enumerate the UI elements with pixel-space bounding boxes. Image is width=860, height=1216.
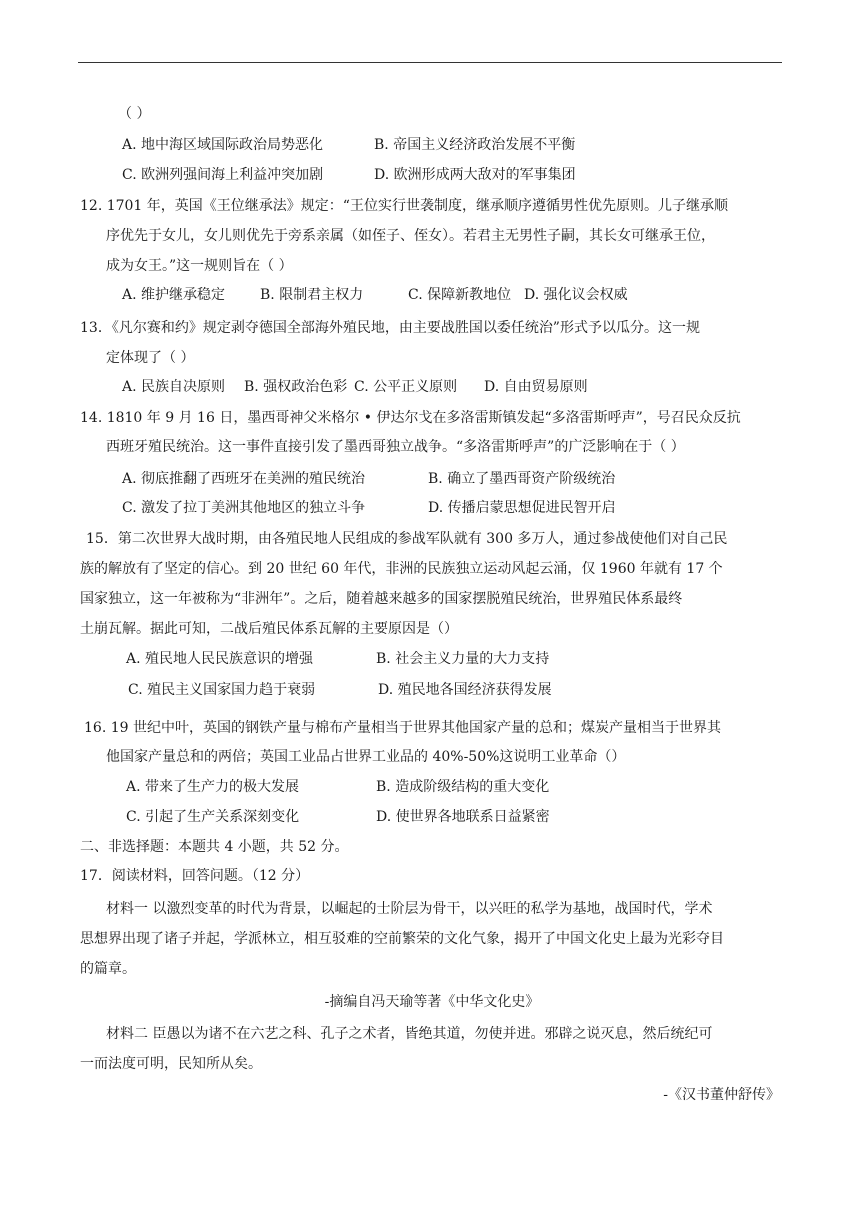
q14-option-a: A. 彻底推翻了西班牙在美洲的殖民统治 xyxy=(122,471,366,487)
q13-option-d: D. 自由贸易原则 xyxy=(484,379,588,395)
q17-material1-source: -摘编自冯天瑜等著《中华文化史》 xyxy=(324,994,540,1010)
q12-stem-line2: 序优先于女儿，女儿则优先于旁系亲属（如侄子、侄女）。若君主无男性子嗣，其长女可继承王位， xyxy=(106,228,715,244)
q11-option-b: B. 帝国主义经济政治发展不平衡 xyxy=(374,137,576,153)
q12-option-a: A. 维护继承稳定 xyxy=(122,287,226,303)
q16-option-b: B. 造成阶级结构的重大变化 xyxy=(376,779,550,795)
q15-option-d: D. 殖民地各国经济获得发展 xyxy=(378,682,552,698)
q16-option-a: A. 带来了生产力的极大发展 xyxy=(126,779,300,795)
q11-option-d: D. 欧洲形成两大敌对的军事集团 xyxy=(374,167,576,183)
q13-option-b: B. 强权政治色彩 xyxy=(244,379,348,395)
q12-option-b: B. 限制君主权力 xyxy=(260,287,364,303)
q16-option-c: C. 引起了生产关系深刻变化 xyxy=(126,809,300,825)
q14-stem-line2: 西班牙殖民统治。这一事件直接引发了墨西哥独立战争。“多洛雷斯呼声”的广泛影响在于（ ） xyxy=(106,439,685,455)
q14-stem-line1: 14. 1810 年 9 月 16 日，墨西哥神父米格尔 • 伊达尔戈在多洛雷斯镇发起“多洛雷斯呼声”，号召民众反抗 xyxy=(80,410,741,426)
q17-material1-line3: 的篇章。 xyxy=(80,961,136,977)
q13-option-a: A. 民族自决原则 xyxy=(122,379,226,395)
q15-stem-line2: 族的解放有了坚定的信心。到 20 世纪 60 年代，非洲的民族独立运动风起云涌，仅 1960 年就有 17 个 xyxy=(80,561,723,577)
q15-option-a: A. 殖民地人民民族意识的增强 xyxy=(126,651,314,667)
q17-material2-line2: 一而法度可明，民知所从矣。 xyxy=(80,1056,262,1072)
q14-option-c: C. 激发了拉丁美洲其他地区的独立斗争 xyxy=(122,500,366,516)
section-heading: 二、非选择题：本题共 4 小题，共 52 分。 xyxy=(80,839,349,855)
q11-answer-paren: （ ） xyxy=(118,106,151,122)
q15-option-c: C. 殖民主义国家国力趋于衰弱 xyxy=(128,682,316,698)
q12-stem-line3: 成为女王。”这一规则旨在（ ） xyxy=(106,258,293,274)
q11-option-a: A. 地中海区域国际政治局势恶化 xyxy=(122,137,324,153)
q13-stem-line1: 13．《凡尔赛和约》规定剥夺德国全部海外殖民地，由主要战胜国以委任统治”形式予以瓜分。这一规 xyxy=(80,320,700,336)
q13-option-c: C. 公平正义原则 xyxy=(354,379,458,395)
q17-title: 17．阅读材料，回答问题。（12 分） xyxy=(80,868,310,884)
q17-material1-line2: 思想界出现了诸子并起，学派林立，相互驳难的空前繁荣的文化气象，揭开了中国文化史上最为光彩夺目 xyxy=(80,931,724,947)
q14-option-d: D. 传播启蒙思想促进民智开启 xyxy=(428,500,616,516)
q17-material1-line1: 材料一 以激烈变革的时代为背景，以崛起的士阶层为骨干，以兴旺的私学为基地，战国时代，学术 xyxy=(106,901,713,917)
q12-stem-line1: 12. 1701 年，英国《王位继承法》规定：“王位实行世袭制度，继承顺序遵循男性优先原则。儿子继承顺 xyxy=(80,198,728,214)
q16-stem-line1: 16. 19 世纪中叶，英国的钢铁产量与棉布产量相当于世界其他国家产量的总和；煤炭产量相当于世界其 xyxy=(84,720,721,736)
q15-stem-line1: 15．第二次世界大战时期，由各殖民地人民组成的参战军队就有 300 多万人，通过参战使他们对自己民 xyxy=(86,531,728,547)
q15-option-b: B. 社会主义力量的大力支持 xyxy=(376,651,550,667)
q17-material2-line1: 材料二 臣愚以为诸不在六艺之科、孔子之术者，皆绝其道，勿使并进。邪辟之说灭息，然后统纪可 xyxy=(106,1026,713,1042)
q15-stem-line4: 土崩瓦解。据此可知，二战后殖民体系瓦解的主要原因是（） xyxy=(80,621,458,637)
q12-option-d: D. 强化议会权威 xyxy=(524,287,628,303)
q17-material2-source: -《汉书董仲舒传》 xyxy=(663,1087,780,1103)
q11-option-c: C. 欧洲列强间海上利益冲突加剧 xyxy=(122,167,324,183)
q16-stem-line2: 他国家产量总和的两倍；英国工业品占世界工业品的 40%-50%这说明工业革命（） xyxy=(106,749,626,765)
q13-stem-line2: 定体现了（ ） xyxy=(106,350,195,366)
q12-option-c: C. 保障新教地位 xyxy=(408,287,512,303)
header-rule xyxy=(78,62,782,63)
q16-option-d: D. 使世界各地联系日益紧密 xyxy=(376,809,550,825)
q15-stem-line3: 国家独立，这一年被称为“非洲年”。之后，随着越来越多的国家摆脱殖民统治，世界殖民体系最终 xyxy=(80,591,683,607)
q14-option-b: B. 确立了墨西哥资产阶级统治 xyxy=(428,471,616,487)
